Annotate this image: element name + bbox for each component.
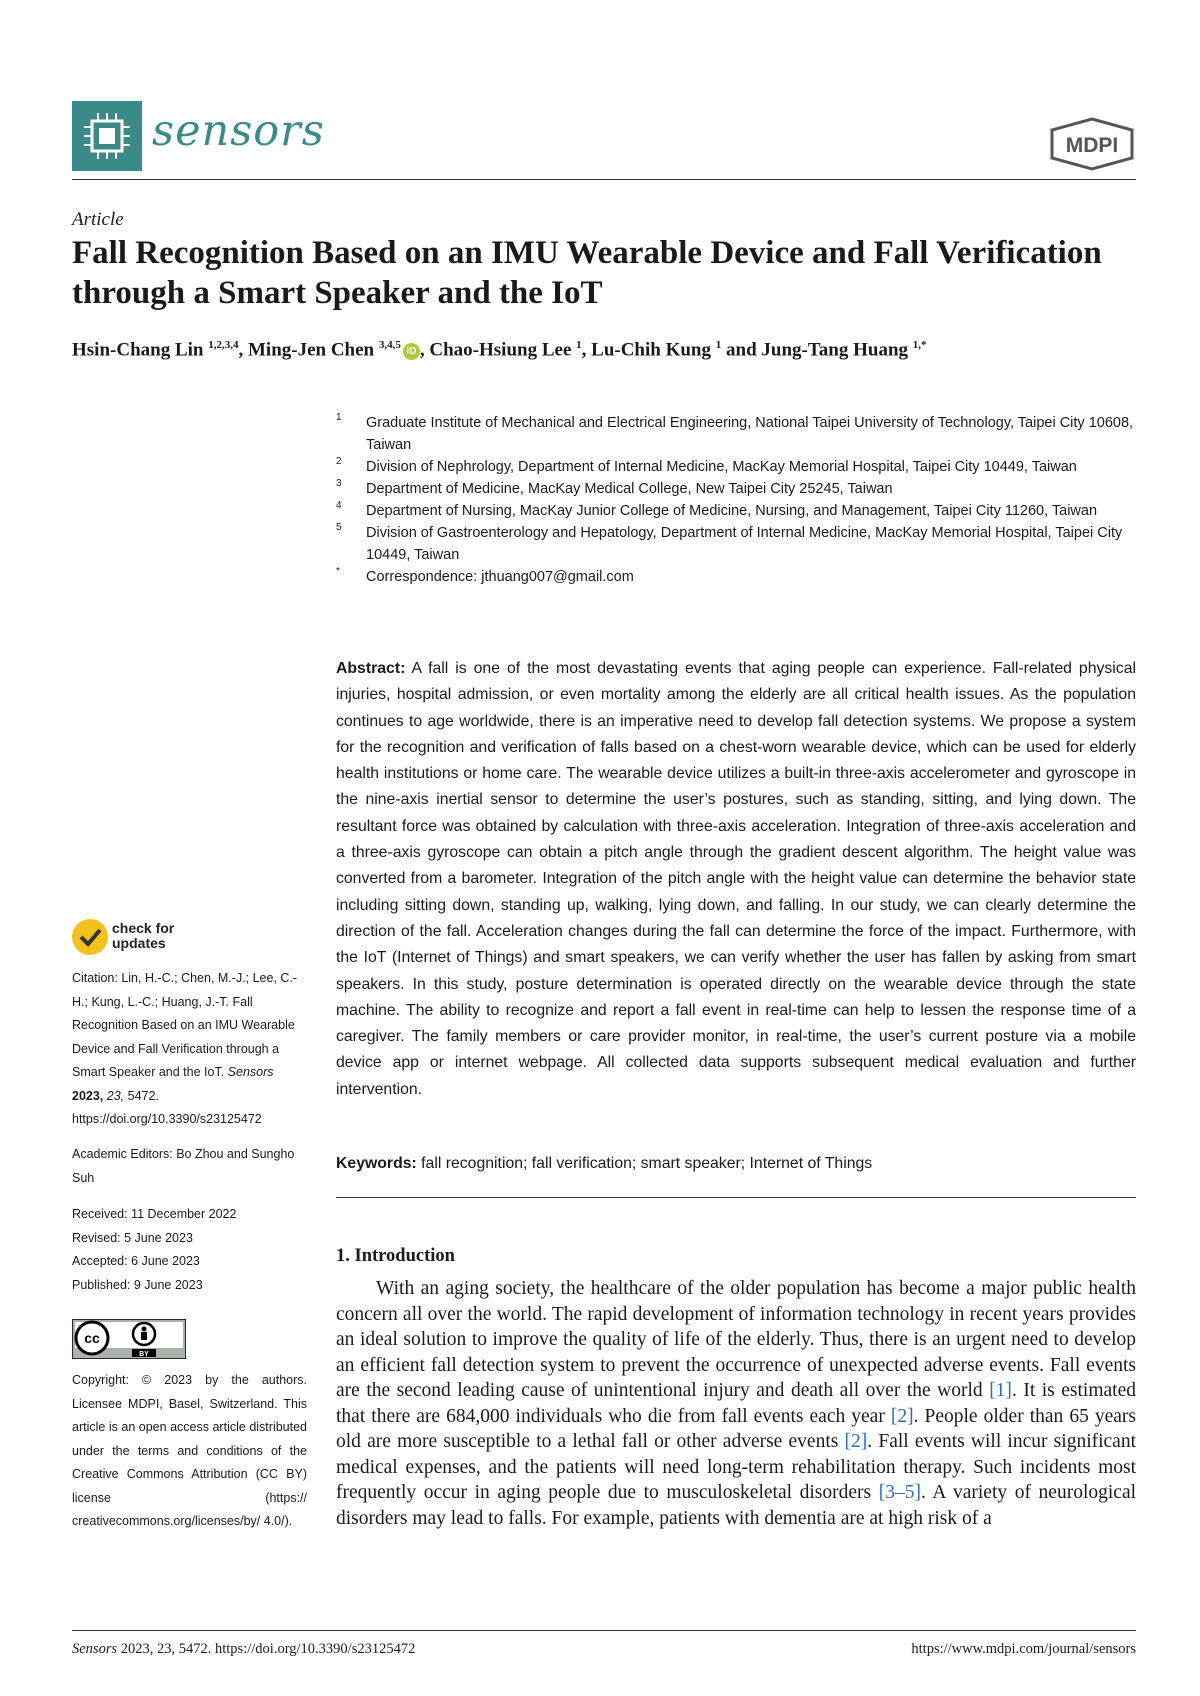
introduction-paragraph xyxy=(336,1276,1136,1531)
intro-text-5: . A variety of neurological disorders may lead to falls. For example, patients with dementia are at high risk of a xyxy=(336,1482,1137,1529)
intro-text-3: . People older than 65 years old are more susceptible to a lethal fall or other adverse events xyxy=(336,1405,1137,1452)
section-heading-introduction: 1. Introduction xyxy=(336,1246,455,1266)
check-for-updates-badge[interactable] xyxy=(72,919,182,959)
keywords-label: Keywords: xyxy=(336,1155,417,1172)
affiliation-item xyxy=(336,412,1146,456)
affiliation-text: Department of Nursing, MacKay Junior College of Medicine, Nursing, and Management, Taipei City 11260, Taiwan xyxy=(366,503,1098,519)
date-published: Published: 9 June 2023 xyxy=(72,1277,203,1292)
date-revised: Revised: 5 June 2023 xyxy=(72,1230,193,1245)
citation-journal: Sensors xyxy=(227,1065,274,1079)
author-separator: , xyxy=(419,339,430,361)
author-affiliation-marker: 1,2,3,4 xyxy=(208,339,239,351)
affiliation-number: 2 xyxy=(336,456,342,467)
journal-logo-icon xyxy=(72,101,142,171)
reference-link[interactable]: [2] xyxy=(890,1405,914,1427)
check-updates-icon xyxy=(72,919,108,955)
author-affiliation-marker: 1,* xyxy=(912,339,927,351)
intro-text-2: . It is estimated that there are 684,000 individuals who die from fall events each year xyxy=(336,1380,1136,1427)
author-affiliation-marker: 1 xyxy=(576,339,582,351)
reference-link[interactable]: [1] xyxy=(989,1380,1012,1401)
footer-journal-url[interactable]: https://www.mdpi.com/journal/sensors xyxy=(911,1641,1136,1657)
publication-dates xyxy=(72,1203,307,1297)
copyright-notice: Copyright: © 2023 by the authors. Licensee MDPI, Basel, Switzerland. This article is an open access article distributed under the terms and conditions of the Creative Commons Attribution (CC BY) license (https:// creativecommons.org/licenses/by/ 4.0/). xyxy=(72,1373,307,1528)
affiliation-number: 5 xyxy=(336,522,342,533)
abstract-label: Abstract: xyxy=(336,660,406,677)
affiliation-item xyxy=(336,500,1146,522)
abstract-text: A fall is one of the most devastating events that aging people can experience. Fall-related physical injuries, hospital admission, or even mortality among the elderly are all critical health issues. As the population continues to age worldwide, there is an imperative need to develop fall detection systems. We propose a system for the recognition and verification of falls based on a chest-worn wearable device, which can be used for elderly health institutions or home care. The wearable device utilizes a built-in three-axis accelerometer and gyroscope in the nine-axis inertial sensor to determine the user’s postures, such as standing, sitting, and lying down. The resultant force was obtained by calculation with three-axis acceleration. Integration of three-axis acceleration and a three-axis gyroscope can obtain a pitch angle through the gradient descent algorithm. The height value was converted from a barometer. Integration of the pitch angle with the height value can determine the behavior state including sitting down, standing up, walking, lying down, and falling. In our study, we can clearly determine the direction of the fall. Acceleration changes during the fall can determine the force of the impact. Furthermore, with the IoT (Internet of Things) and smart speakers, we can verify whether the user has fallen by asking from smart speakers. In this study, posture determination is operated directly on the wearable device through the state machine. The ability to recognize and report a fall event in real-time can help to lessen the response time of a caregiver. The family members or care provider monitor, in real-time, the user’s current posture via a mobile device app or internet webpage. All collected data supports subsequent medical evaluation and further intervention. xyxy=(336,660,1136,1098)
affiliation-number: * xyxy=(336,566,340,577)
affiliations-list xyxy=(336,412,1146,588)
author-separator: , xyxy=(581,339,592,361)
cc-by-label: BY xyxy=(139,1351,149,1358)
citation-volume: 23, xyxy=(106,1088,125,1103)
check-updates-label xyxy=(112,921,174,951)
cc-by-license-icon[interactable] xyxy=(72,1319,186,1359)
author-separator: , xyxy=(238,339,248,361)
affiliation-text: Department of Medicine, MacKay Medical College, New Taipei City 25245, Taiwan xyxy=(366,481,893,497)
keywords-text: fall recognition; fall verification; smart speaker; Internet of Things xyxy=(421,1155,873,1172)
affiliation-text: Correspondence: jthuang007@gmail.com xyxy=(366,569,634,585)
citation-doi[interactable]: 5472. https://doi.org/10.3390/s23125472 xyxy=(72,1088,262,1126)
intro-text-4: . Fall events will incur significant medical expenses, and the patients will need long-term rehabilitation therapy. Such incidents most frequently occur in aging people due to musculoskeletal disorders xyxy=(336,1431,1136,1503)
author-name: Jung-Tang Huang xyxy=(761,339,909,361)
abstract-divider xyxy=(336,1197,1136,1198)
article-type: Article xyxy=(72,209,124,230)
reference-link[interactable]: [3–5] xyxy=(878,1482,921,1503)
header-divider xyxy=(72,179,1136,180)
citation-block xyxy=(72,967,307,1132)
abstract xyxy=(336,656,1136,1103)
footer-citation xyxy=(72,1641,415,1658)
affiliation-text: Graduate Institute of Mechanical and Electrical Engineering, National Taipei University of Technology, Taipei City 10608, Taiwan xyxy=(366,415,1134,453)
check-updates-line2: updates xyxy=(112,935,166,951)
author-name: Chao-Hsiung Lee xyxy=(429,339,572,361)
check-updates-line1: check for xyxy=(112,920,175,936)
author-name: Lu-Chih Kung xyxy=(591,339,712,361)
affiliation-text: Division of Gastroenterology and Hepatology, Department of Internal Medicine, MacKay Memorial Hospital, Taipei City 10449, Taiwan xyxy=(366,525,1123,563)
affiliation-number: 1 xyxy=(336,412,342,423)
reference-link[interactable]: [2] xyxy=(844,1431,868,1452)
footer-divider xyxy=(72,1630,1136,1631)
citation-text: Citation: Lin, H.-C.; Chen, M.-J.; Lee, C.-H.; Kung, L.-C.; Huang, J.-T. Fall Recognition Based on an IMU Wearable Device and Fall Verification through a Smart Speaker and the IoT. xyxy=(72,971,298,1079)
date-received: Received: 11 December 2022 xyxy=(72,1207,237,1221)
orcid-icon[interactable]: iD xyxy=(403,343,420,360)
author-affiliation-marker: 1 xyxy=(715,339,722,351)
author-separator: and xyxy=(721,339,762,361)
mdpi-logo-icon xyxy=(1046,116,1138,172)
affiliation-item xyxy=(336,478,1146,500)
affiliation-item xyxy=(336,456,1146,478)
paper-title: Fall Recognition Based on an IMU Wearable Device and Fall Verification through a Smart Speaker and the IoT xyxy=(72,235,1102,311)
cc-label: cc xyxy=(84,1330,100,1346)
date-accepted: Accepted: 6 June 2023 xyxy=(72,1254,200,1268)
footer-journal: Sensors xyxy=(72,1641,118,1657)
affiliation-number: 4 xyxy=(336,500,342,511)
affiliation-item xyxy=(336,566,1146,588)
affiliation-text: Division of Nephrology, Department of Internal Medicine, MacKay Memorial Hospital, Taipei City 10449, Taiwan xyxy=(366,459,1077,475)
affiliation-number: 3 xyxy=(336,478,342,489)
affiliation-item xyxy=(336,522,1146,566)
keywords xyxy=(336,1152,1136,1176)
citation-year: 2023, xyxy=(72,1088,104,1103)
author-affiliation-marker: 3,4,5 xyxy=(378,339,401,351)
footer-doi[interactable]: 2023, 23, 5472. https://doi.org/10.3390/s23125472 xyxy=(120,1641,416,1657)
author-name: Hsin-Chang Lin xyxy=(72,339,204,361)
author-list xyxy=(72,339,927,361)
mdpi-logo-text: MDPI xyxy=(1065,134,1119,157)
journal-name: sensors xyxy=(152,106,325,156)
intro-text-1: With an aging society, the healthcare of the older population has become a major public health concern all over the world. The rapid development of information technology in recent years provides an ideal solution to improve the quality of life of the elderly. Thus, there is an urgent need to develop an efficient fall detection system to prevent the occurrence of unexpected adverse events. Fall events are the second leading cause of unintentional injury and death all over the world xyxy=(336,1278,1136,1401)
academic-editors: Academic Editors: Bo Zhou and Sungho Suh xyxy=(72,1147,295,1185)
author-name: Ming-Jen Chen xyxy=(247,339,375,361)
